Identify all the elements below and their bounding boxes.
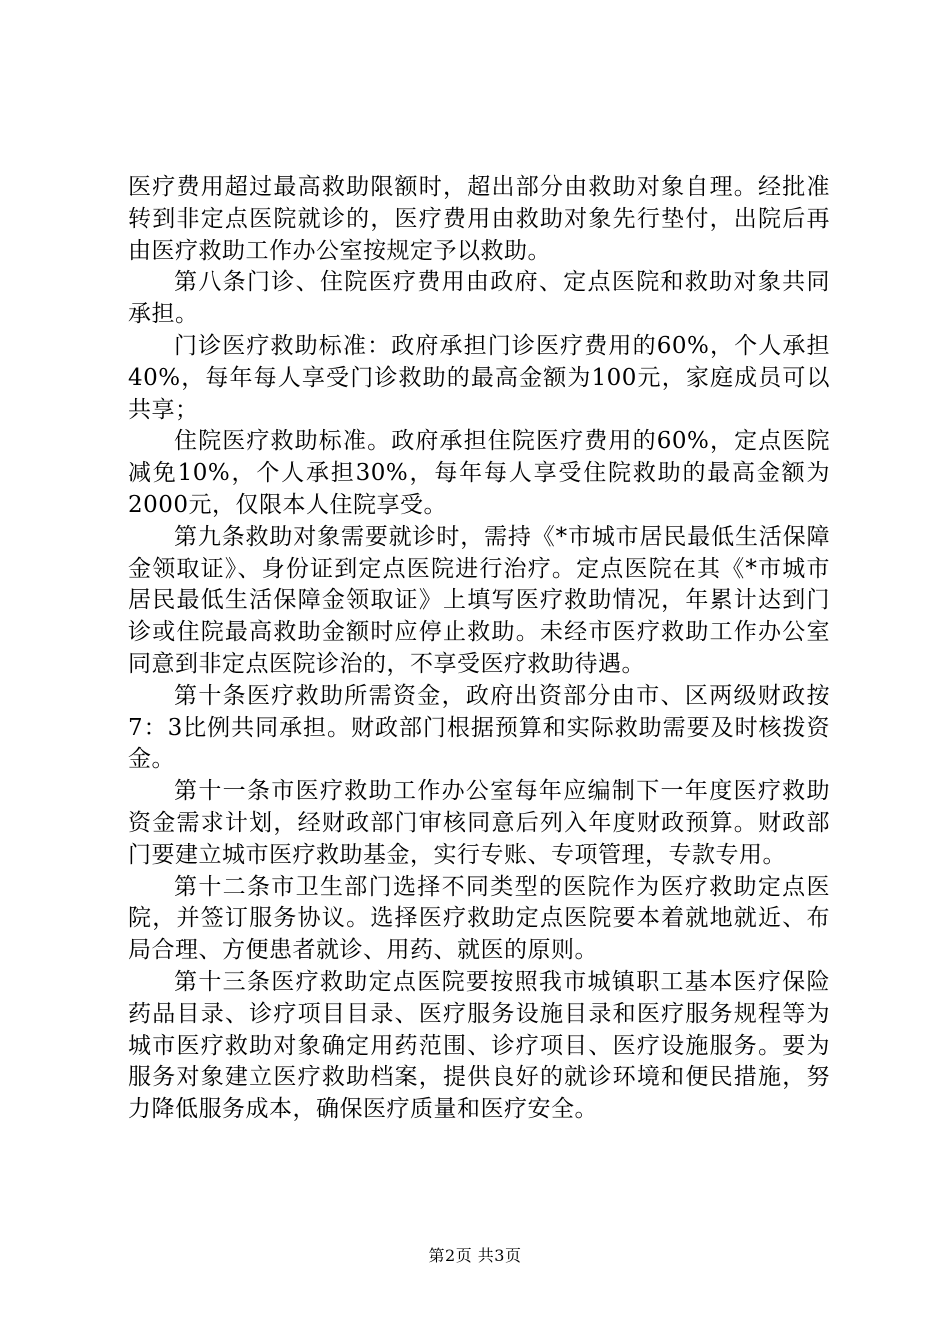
paragraph-article-11: 第十一条市医疗救助工作办公室每年应编制下一年度医疗救助资金需求计划，经财政部门审核同意后列入年度财政预算。财政部门要建立城市医疗救助基金，实行专账、专项管理，专款专用。 <box>128 778 830 868</box>
paragraph-inpatient-standard: 住院医疗救助标准。政府承担住院医疗费用的60%，定点医院减免10%，个人承担30%，每年每人享受住院救助的最高金额为2000元，仅限本人住院享受。 <box>128 428 830 518</box>
page-number-footer: 第2页 共3页 <box>428 1246 522 1265</box>
paragraph-article-13: 第十三条医疗救助定点医院要按照我市城镇职工基本医疗保险药品目录、诊疗项目目录、医疗服务设施目录和医疗服务规程等为城市医疗救助对象确定用药范围、诊疗项目、医疗设施服务。要为服务对象建立医疗救助档案，提供良好的就诊环境和便民措施，努力降低服务成本，确保医疗质量和医疗安全。 <box>128 968 830 1123</box>
paragraph-continuation: 医疗费用超过最高救助限额时，超出部分由救助对象自理。经批准转到非定点医院就诊的，医疗费用由救助对象先行垫付，出院后再由医疗救助工作办公室按规定予以救助。 <box>128 174 830 264</box>
paragraph-article-12: 第十二条市卫生部门选择不同类型的医院作为医疗救助定点医院，并签订服务协议。选择医疗救助定点医院要本着就地就近、布局合理、方便患者就诊、用药、就医的原则。 <box>128 873 830 964</box>
paragraph-article-10: 第十条医疗救助所需资金，政府出资部分由市、区两级财政按7：3比例共同承担。财政部门根据预算和实际救助需要及时核拨资金。 <box>128 682 830 773</box>
document-body <box>128 172 830 1126</box>
paragraph-article-8: 第八条门诊、住院医疗费用由政府、定点医院和救助对象共同承担。 <box>128 269 830 328</box>
paragraph-outpatient-standard: 门诊医疗救助标准：政府承担门诊医疗费用的60%，个人承担40%，每年每人享受门诊救助的最高金额为100元，家庭成员可以共享； <box>128 332 830 423</box>
paragraph-article-9: 第九条救助对象需要就诊时，需持《*市城市居民最低生活保障金领取证》、身份证到定点医院进行治疗。定点医院在其《*市城市居民最低生活保障金领取证》上填写医疗救助情况，年累计达到门诊或住院最高救助金额时应停止救助。未经市医疗救助工作办公室同意到非定点医院诊治的，不享受医疗救助待遇。 <box>128 523 830 677</box>
